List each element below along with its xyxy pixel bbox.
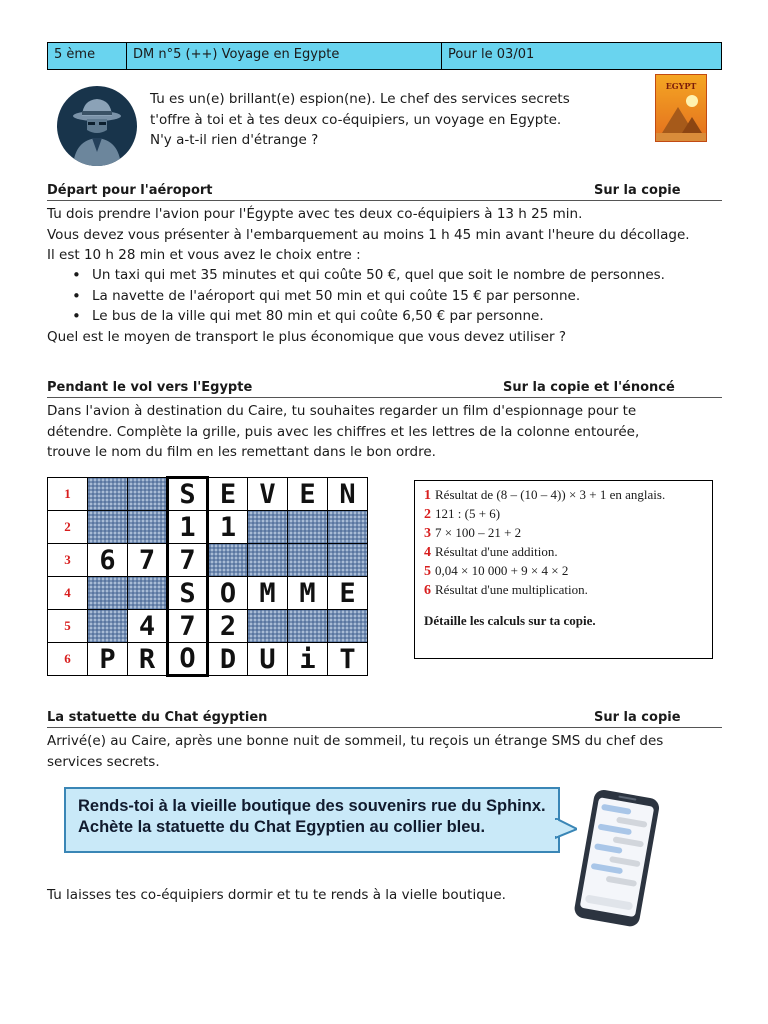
list-item: • Un taxi qui met 35 minutes et qui coûte 50 €, quel que soit le nombre de personnes. [92,265,712,286]
intro-line: t'offre à toi et à tes deux co-équipiers, un voyage en Egypte. [150,111,562,128]
grid-row [48,610,368,643]
crossword-grid [47,476,368,677]
section-where: Sur la copie et l'énoncé [503,380,675,395]
grid-cell: R [128,643,168,676]
grid-cell-shaded [288,610,328,643]
grid-row-number: 6 [48,643,88,676]
grid-cell: D [208,643,248,676]
grid-cell: 4 [128,610,168,643]
clue-6: 6 Résultat d'une multiplication. [424,582,588,598]
header-table [47,42,722,70]
grid-cell: 7 [168,544,208,577]
sms-line: Achète la statuette du Chat Egyptien au collier bleu. [78,818,486,836]
grid-row-number: 3 [48,544,88,577]
clue-3: 3 7 × 100 – 21 + 2 [424,525,522,541]
intro-line: Tu es un(e) brillant(e) espion(ne). Le chef des services secrets [150,91,570,107]
intro-line: N'y a-t-il rien d'étrange ? [150,132,319,148]
list-item: • Le bus de la ville qui met 80 min et qui coûte 6,50 € par personne. [92,306,712,327]
spy-icon [57,86,137,166]
grid-cell-shaded [248,610,288,643]
grid-cell: M [288,577,328,610]
intro-text [150,89,630,151]
text-line: Arrivé(e) au Caire, après une bonne nuit de sommeil, tu reçois un étrange SMS du chef des [47,733,664,749]
section-flight-header [47,380,722,398]
departure-text [47,204,727,266]
grid-row [48,643,368,676]
text-line: détendre. Complète la grille, puis avec les chiffres et les lettres de la colonne entourée, [47,423,640,440]
grid-cell-shaded [88,610,128,643]
due-cell: Pour le 03/01 [448,47,535,62]
grid-row-number: 2 [48,511,88,544]
grid-cell: V [248,478,288,511]
grid-cell-shaded [248,544,288,577]
clue-2: 2 121 : (5 + 6) [424,506,501,522]
section-title: Départ pour l'aéroport [47,183,213,198]
text-line: Vous devez vous présenter à l'embarquement au moins 1 h 45 min avant l'heure du décollage. [47,226,690,243]
grid-cell: 7 [168,610,208,643]
grid-cell-shaded [328,511,368,544]
clue-5: 5 0,04 × 10 000 + 9 × 4 × 2 [424,563,569,579]
departure-question: Quel est le moyen de transport le plus économique que vous devez utiliser ? [47,329,567,345]
grid-cell: N [328,478,368,511]
sms-line: Rends-toi à la vieille boutique des souvenirs rue du Sphinx. [78,797,546,815]
section-title: La statuette du Chat égyptien [47,710,268,725]
grid-row-number: 1 [48,478,88,511]
sms-bubble [64,787,560,853]
text-line: services secrets. [47,753,160,770]
section-title: Pendant le vol vers l'Egypte [47,380,253,395]
section-statuette-header [47,710,722,728]
list-item: • La navette de l'aéroport qui met 50 min et qui coûte 15 € par personne. [92,286,712,307]
grid-cell: E [288,478,328,511]
grid-cell-shaded [128,511,168,544]
grid-cell-shaded [128,478,168,511]
grid-cell: 1 [168,511,208,544]
text-line: trouve le nom du film en les remettant dans le bon ordre. [47,444,436,460]
section-where: Sur la copie [594,183,681,198]
grid-cell-shaded [288,544,328,577]
grid-cell: O [208,577,248,610]
text-line: Tu dois prendre l'avion pour l'Égypte avec tes deux co-équipiers à 13 h 25 min. [47,206,583,222]
grid-row-number: 5 [48,610,88,643]
grid-cell: 1 [208,511,248,544]
clues-footer: Détaille les calculs sur ta copie. [424,613,596,628]
poster-text: EGYPT [665,81,697,91]
text-line: Il est 10 h 28 min et vous avez le choix entre : [47,247,361,263]
grid-row [48,478,368,511]
grid-cell: S [168,577,208,610]
grid-cell: 6 [88,544,128,577]
grid-cell: S [168,478,208,511]
section-departure-header [47,183,722,201]
grid-cell-shaded [88,511,128,544]
clues-box [414,480,713,659]
title-cell: DM n°5 (++) Voyage en Egypte [127,43,442,69]
grid-cell-shaded [88,478,128,511]
grid-cell-shaded [328,610,368,643]
grid-cell: E [208,478,248,511]
clue-1: 1 Résultat de (8 – (10 – 4)) × 3 + 1 en anglais. [424,487,666,503]
grid-cell: O [168,643,208,676]
closing-text: Tu laisses tes co-équipiers dormir et tu te rends à la vielle boutique. [47,887,506,903]
egypt-poster-image [655,74,707,142]
level-cell: 5 ème [48,43,127,69]
grid-cell: P [88,643,128,676]
grid-row [48,511,368,544]
clue-4: 4 Résultat d'une addition. [424,544,558,560]
grid-cell: 2 [208,610,248,643]
text-line: Dans l'avion à destination du Caire, tu souhaites regarder un film d'espionnage pour te [47,403,637,419]
flight-text [47,401,727,463]
grid-cell-shaded [288,511,328,544]
grid-cell-shaded [248,511,288,544]
grid-cell: T [328,643,368,676]
grid-cell-shaded [88,577,128,610]
grid-cell: E [328,577,368,610]
grid-row-number: 4 [48,577,88,610]
grid-row [48,544,368,577]
statuette-text [47,731,727,772]
grid-cell-shaded [328,544,368,577]
grid-cell-shaded [208,544,248,577]
transport-options-list [92,265,712,327]
grid-cell-shaded [128,577,168,610]
grid-row [48,577,368,610]
grid-cell: i [288,643,328,676]
grid-cell: 7 [128,544,168,577]
smartphone-icon [568,787,664,927]
section-where: Sur la copie [594,710,681,725]
grid-cell: M [248,577,288,610]
grid-cell: U [248,643,288,676]
